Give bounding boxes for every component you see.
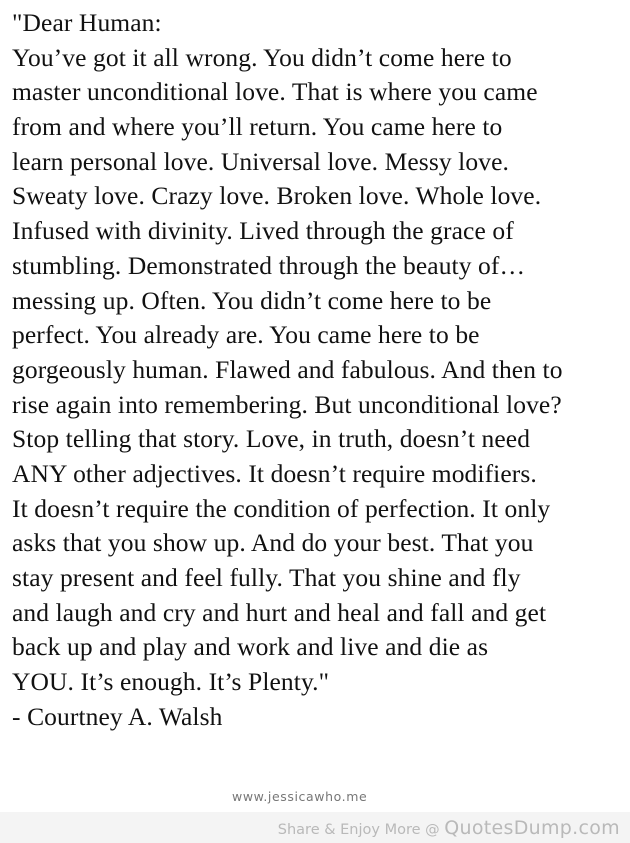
- quote-line: stay present and feel fully. That you shine and fly: [12, 563, 521, 592]
- watermark-url: www.jessicawho.me: [232, 789, 368, 804]
- quote-line: You’ve got it all wrong. You didn’t come here to: [12, 42, 512, 72]
- footer-prefix: Share & Enjoy More @: [277, 822, 445, 838]
- footer-credit: [278, 817, 620, 839]
- quote-line: Stop telling that story. Love, in truth, doesn’t need: [12, 424, 531, 454]
- quote-line: Sweaty love. Crazy love. Broken love. Whole love.: [12, 181, 542, 211]
- quote-line: rise again into remembering. But unconditional love?: [12, 389, 562, 419]
- quote-text: [12, 6, 624, 734]
- quote-line: It doesn’t require the condition of perfection. It only: [12, 493, 551, 523]
- quote-line: from and where you’ll return. You came here to: [12, 112, 503, 142]
- quote-line: ANY other adjectives. It doesn’t require modifiers.: [12, 458, 537, 488]
- quote-line: perfect. You already are. You came here to be: [12, 320, 480, 350]
- quote-line: learn personal love. Universal love. Messy love.: [12, 146, 509, 176]
- quote-line: asks that you show up. And do your best. That you: [12, 528, 534, 558]
- quote-line: back up and play and work and live and die as: [12, 632, 489, 662]
- quote-line: gorgeously human. Flawed and fabulous. And then to: [12, 354, 563, 384]
- quote-line: messing up. Often. You didn’t come here to be: [12, 285, 492, 315]
- footer-bar: [0, 812, 630, 843]
- quote-line: and laugh and cry and hurt and heal and fall and get: [12, 597, 547, 627]
- quote-line: stumbling. Demonstrated through the beauty of…: [12, 250, 526, 280]
- quote-line: master unconditional love. That is where you came: [12, 77, 538, 107]
- quote-line: YOU. It’s enough. It’s Plenty.": [12, 667, 330, 697]
- quote-attribution: - Courtney A. Walsh: [12, 701, 223, 731]
- quote-line: "Dear Human:: [12, 8, 162, 37]
- quote-line: Infused with divinity. Lived through the grace of: [12, 216, 514, 246]
- footer-site-link[interactable]: QuotesDump.com: [444, 817, 620, 839]
